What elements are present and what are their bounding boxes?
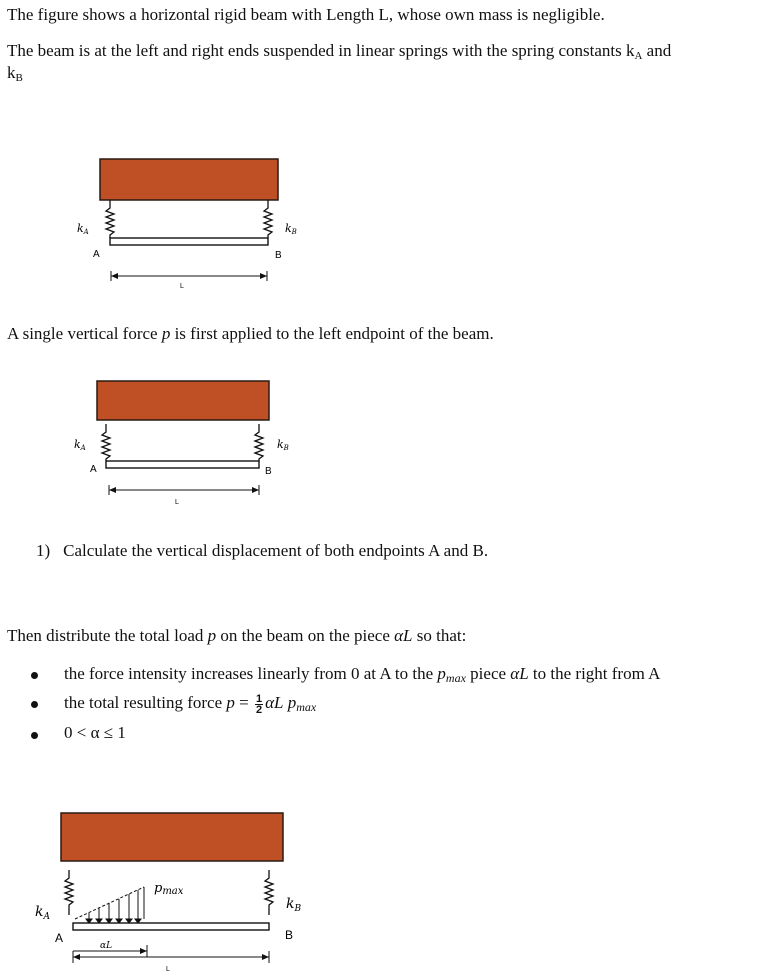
label-ka: kA <box>77 222 89 236</box>
label-point-a: A <box>90 464 97 475</box>
bullet-dot <box>31 672 38 679</box>
beam <box>110 238 268 245</box>
question-1-text: Calculate the vertical displacement of both endpoints A and B. <box>63 541 489 560</box>
figure-1-beam-springs <box>60 150 320 295</box>
bullet-2-p: p <box>226 693 235 712</box>
fraction-numerator: 1 <box>255 692 263 705</box>
distribution-var-al: αL <box>394 626 413 645</box>
load-arrows <box>86 890 141 923</box>
label-point-a: A <box>93 249 100 260</box>
spring-b <box>255 424 263 461</box>
intro-line-2 <box>7 40 671 67</box>
bullet-dot <box>31 701 38 708</box>
distribution-sentence <box>7 625 466 646</box>
label-ka: $k_A$ <box>35 904 50 922</box>
bullet-3: 0 < α ≤ 1 <box>64 723 126 742</box>
dimension-arrow-left <box>73 954 80 960</box>
distribution-after: so that: <box>412 626 467 645</box>
label-pmax: pmax <box>154 881 184 897</box>
bullet-2 <box>64 692 316 718</box>
bullet-1 <box>64 663 660 689</box>
bullet-2-before: the total resulting force <box>64 693 227 712</box>
dimension-arrow-left <box>109 487 116 493</box>
intro-line-3 <box>7 62 23 89</box>
question-1 <box>36 540 488 561</box>
spring-a <box>106 200 114 238</box>
label-point-b: B <box>265 466 272 477</box>
spring-a <box>102 424 110 461</box>
bullet-2-pmax: p <box>287 693 297 712</box>
label-kb: $k_B$ <box>286 896 302 914</box>
bullet-2-eq: = <box>234 693 253 712</box>
label-length: L <box>166 966 170 973</box>
beam <box>106 461 259 468</box>
label-point-a: A <box>55 931 64 945</box>
spring-b <box>264 200 272 238</box>
fraction-one-half <box>255 694 263 715</box>
force-sentence-after: is first applied to the left endpoint of the beam. <box>170 324 494 343</box>
figure-3-distributed-load <box>20 808 320 976</box>
bullet-1-after: to the right from A <box>528 664 661 683</box>
dimension-arrow-right <box>262 954 269 960</box>
bullet-dot <box>31 732 38 739</box>
label-kb: kB <box>277 438 289 452</box>
bullet-1-middle: piece <box>465 664 511 683</box>
bullet-2-pmax-sub: max <box>296 700 317 714</box>
distribution-var-p: p <box>207 626 217 645</box>
alpha-l-arrow <box>140 948 147 954</box>
fraction-denominator: 2 <box>255 703 263 716</box>
distribution-middle: on the beam on the piece <box>216 626 395 645</box>
force-sentence <box>7 323 494 344</box>
rigid-mass-block <box>61 813 283 861</box>
bullet-1-pmax-sub: max <box>445 671 466 685</box>
label-length: L <box>175 499 179 506</box>
dimension-arrow-right <box>252 487 259 493</box>
question-1-number: 1) <box>36 541 51 560</box>
kb-letter: k <box>7 63 16 82</box>
label-point-b: B <box>285 928 294 942</box>
label-length: L <box>180 283 184 290</box>
ka-subscript: A <box>634 50 643 62</box>
intro-and: and <box>642 41 672 60</box>
bullet-1-pmax: p <box>437 664 446 683</box>
kb-subscript: B <box>15 72 23 84</box>
spring-b <box>265 870 273 915</box>
bullet-1-al: αL <box>510 664 529 683</box>
rigid-mass-block <box>100 159 278 200</box>
figure-2-beam-springs <box>58 374 318 519</box>
label-kb: kB <box>285 222 297 236</box>
label-ka: kA <box>74 438 86 452</box>
rigid-mass-block <box>97 381 269 420</box>
intro-line-2-text: The beam is at the left and right ends suspended in linear springs with the spring constants k <box>7 41 635 60</box>
label-alpha-l: αL <box>100 941 113 951</box>
spring-a <box>65 870 73 915</box>
bullet-2-al: αL <box>265 693 284 712</box>
force-var-p: p <box>161 324 171 343</box>
force-sentence-before: A single vertical force <box>7 324 162 343</box>
label-point-b: B <box>275 250 282 261</box>
bullet-1-before: the force intensity increases linearly from 0 at A to the <box>64 664 438 683</box>
distribution-before: Then distribute the total load <box>7 626 208 645</box>
dimension-arrow-left <box>111 273 118 279</box>
beam <box>73 923 269 930</box>
intro-line-1: The figure shows a horizontal rigid beam with Length L, whose own mass is negligible. <box>7 5 605 24</box>
dimension-arrow-right <box>260 273 267 279</box>
